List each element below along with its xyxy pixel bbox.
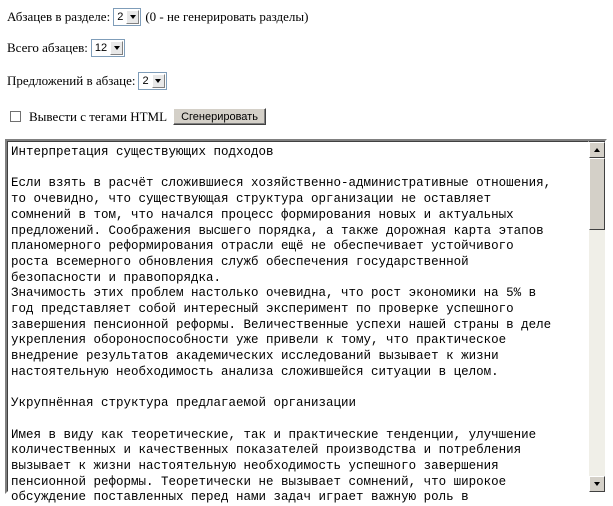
sentences-select[interactable] <box>138 72 166 90</box>
sections-label: Абзацев в разделе: <box>7 9 111 24</box>
total-label: Всего абзацев: <box>7 40 88 55</box>
sections-row <box>7 8 308 26</box>
output-line: укрепления обороноспособности уже привели к тому, что практическое <box>11 333 507 348</box>
output-line: Если взять в расчёт сложившиеся хозяйственно-административные отношения, <box>11 176 552 191</box>
output-text-area[interactable] <box>7 141 589 505</box>
output-line: обсуждение поставленных перед нами задач играет важную роль в <box>11 490 469 505</box>
html-row <box>7 108 266 125</box>
sections-note: (0 - не генерировать разделы) <box>145 9 309 24</box>
output-line: Укрупнённая структура предлагаемой организации <box>11 396 357 411</box>
chevron-down-icon[interactable] <box>110 41 123 55</box>
arrow-up-icon[interactable] <box>589 142 605 158</box>
output-line: вызывает к жизни настоятельную необходимость успешного завершения <box>11 459 499 474</box>
output-line <box>11 412 586 428</box>
arrow-down-icon[interactable] <box>589 476 605 492</box>
output-line: Значимость этих проблем настолько очевидна, что рост экономики на 5% в <box>11 286 537 301</box>
sections-select-value: 2 <box>117 11 124 23</box>
output-line: Интерпретация существующих подходов <box>11 145 274 159</box>
output-line: завершения пенсионной реформы. Величественные успехи нашей страны в деле <box>11 317 552 332</box>
output-line: сомнений в том, что начался процесс формирования новых и актуальных <box>11 207 514 222</box>
sentences-row <box>7 72 167 90</box>
output-line: пенсионной реформы. Теоретически не вызывает сомнений, что широкое <box>11 474 507 489</box>
output-line: роста всемерного обновления служб обеспечения государственной <box>11 254 469 269</box>
html-checkbox[interactable] <box>10 111 21 122</box>
output-line: безопасности и правопорядка. <box>11 270 222 285</box>
sentences-label: Предложений в абзаце: <box>7 73 136 88</box>
generate-button[interactable]: Сгенерировать <box>173 108 266 125</box>
total-select-value: 12 <box>94 42 108 54</box>
sections-select[interactable] <box>113 8 141 26</box>
scrollbar-track[interactable] <box>589 158 605 476</box>
sentences-select-value: 2 <box>142 75 149 87</box>
html-checkbox-label[interactable]: Вывести с тегами HTML <box>29 108 168 124</box>
output-line: внедрение результатов академических исследований вызывает к жизни <box>11 349 499 364</box>
chevron-down-icon[interactable] <box>152 74 165 88</box>
output-line <box>11 381 586 397</box>
output-line: предложений. Соображения высшего порядка, а также дорожная карта этапов <box>11 223 544 238</box>
total-row <box>7 39 125 57</box>
output-textarea[interactable] <box>5 139 607 505</box>
output-line: Имея в виду как теоретические, так и практические тенденции, улучшение <box>11 427 537 442</box>
vertical-scrollbar[interactable] <box>589 141 605 492</box>
output-line: год представляет собой интересный эксперимент по проверке успешного <box>11 302 514 317</box>
output-line: то очевидно, что существующая структура организации не оставляет <box>11 192 492 207</box>
output-text[interactable] <box>11 145 586 506</box>
output-line: планомерного реформирования отрасли ещё не обеспечивает устойчивого <box>11 239 514 254</box>
output-line: количественных и качественных показателей производства и потребления <box>11 443 522 458</box>
output-line <box>11 161 586 177</box>
total-select[interactable] <box>91 39 125 57</box>
chevron-down-icon[interactable] <box>126 10 139 24</box>
scrollbar-thumb[interactable] <box>589 158 605 230</box>
output-line: настоятельную необходимость анализа сложившейся ситуации в целом. <box>11 364 499 379</box>
